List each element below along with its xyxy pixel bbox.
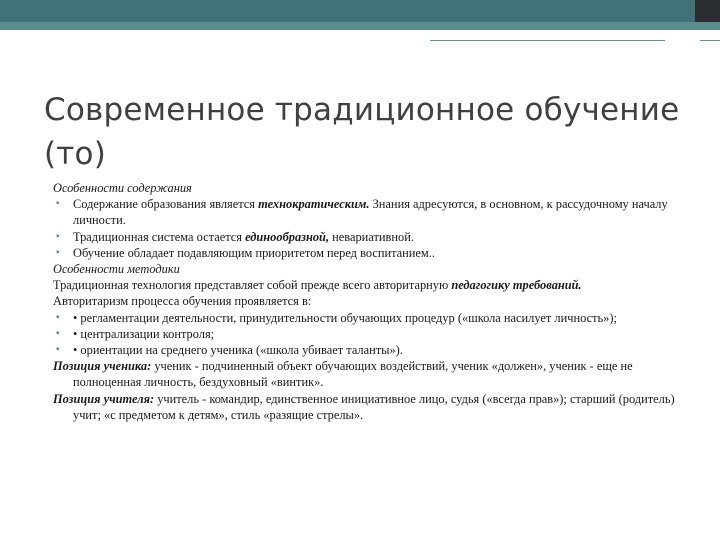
bullet-item bbox=[53, 310, 698, 326]
text-run: • регламентации деятельности, принудительности обучающих процедур («школа насилует личность»); bbox=[73, 310, 617, 325]
top-accent-band bbox=[0, 0, 695, 22]
text-run: • ориентации на среднего ученика («школа убивает таланты»). bbox=[73, 343, 403, 358]
bullet-dot-icon: ▪ bbox=[56, 198, 60, 210]
slide-body bbox=[53, 180, 698, 423]
bullet-dot-icon: ▪ bbox=[56, 327, 60, 339]
emphasis-text: Позиция ученика: bbox=[53, 359, 152, 374]
bullet-item bbox=[53, 245, 698, 261]
paragraph bbox=[53, 277, 698, 293]
slide-title: Современное традиционное обучение (то) bbox=[44, 92, 680, 172]
bullet-dot-icon: ▪ bbox=[56, 246, 60, 258]
emphasis-text: педагогику требований. bbox=[451, 278, 582, 293]
paragraph bbox=[53, 358, 698, 390]
text-run: учитель - командир, единственное инициативное лицо, судья («всегда прав»); старший (родитель) учит; «с предметом к детям», стиль «разящие стрелы». bbox=[73, 391, 675, 422]
bullet-item bbox=[53, 229, 698, 245]
decorative-rule bbox=[430, 40, 665, 41]
bullet-item bbox=[53, 326, 698, 342]
text-run: • централизации контроля; bbox=[73, 326, 215, 341]
text-run: невариативной. bbox=[329, 229, 414, 244]
section-heading: Особенности методики bbox=[53, 262, 180, 277]
text-run: ученик - подчиненный объект обучающих воздействий, ученик «должен», ученик - еще не полноценная личность, бездуховный «винтик». bbox=[73, 359, 633, 390]
paragraph bbox=[53, 293, 698, 309]
top-dark-block bbox=[695, 0, 720, 22]
text-run: Традиционная технология представляет собой прежде всего авторитарную bbox=[53, 278, 452, 293]
text-run: Обучение обладает подавляющим приоритетом перед воспитанием.. bbox=[73, 245, 435, 260]
decorative-rule-right bbox=[700, 40, 720, 41]
text-run: Знания адресуются, в основном, к рассудочному началу личности. bbox=[73, 197, 668, 228]
text-run: Традиционная система остается bbox=[73, 229, 246, 244]
bullet-dot-icon: ▪ bbox=[56, 344, 60, 356]
bullet-item bbox=[53, 196, 698, 228]
emphasis-text: технократическим. bbox=[258, 197, 370, 212]
section-heading: Особенности содержания bbox=[53, 181, 192, 195]
emphasis-text: единообразной, bbox=[245, 229, 330, 244]
text-run: Содержание образования является bbox=[73, 197, 259, 212]
top-accent-strip bbox=[0, 22, 720, 30]
emphasis-text: Позиция учителя: bbox=[53, 391, 155, 406]
bullet-dot-icon: ▪ bbox=[56, 311, 60, 323]
paragraph bbox=[53, 391, 698, 423]
bullet-item bbox=[53, 342, 698, 358]
text-run: Авторитаризм процесса обучения проявляется в: bbox=[53, 294, 312, 309]
bullet-dot-icon: ▪ bbox=[56, 230, 60, 242]
